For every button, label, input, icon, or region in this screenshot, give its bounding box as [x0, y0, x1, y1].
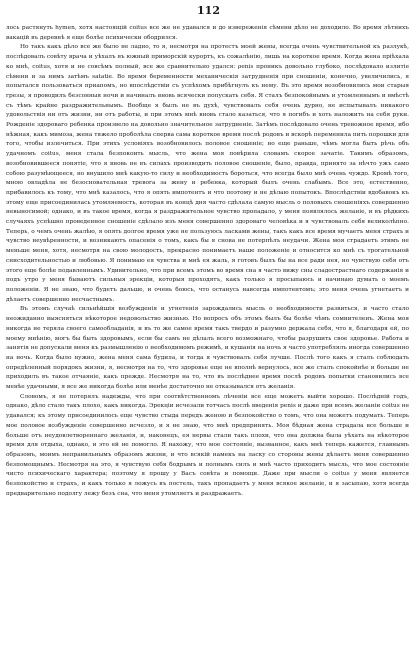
paragraph: Въ этомъ случаѣ сильнѣйшія возбужденія и угнетенія зарождались мысль о необходимости развиться, и часто стало неожиданно выясняться нѣкоторое недовольство жизнью. Но вопросъ объ этомъ былъ бы болѣе чѣмъ сомнителенъ. Жена моя никогда не теряла своего самообладанія, и въ то же самое время такъ твердо и разумно держала себя, что я, благодаря ей, по моему мнѣнію, могъ бы быть здоровымъ, если бы самъ не дѣлалъ всего возможнаго, чтобы разрушить свое здоровье. Работа и занятія не допускали меня къ размышленію о необходимомъ режимѣ, и кушанія на ночь я часто употреблялъ иногда совершенно на ночь. Когда было нужно, жена меня сама будила, и тогда я чувствовалъ себя лучше. Послѣ того какъ я сталъ соблюдать опредѣленный порядокъ жизни, я, несмотря на то, что здоровье еще не вполнѣ вернулось, все же сталъ спокойнѣе и больше не приходилъ въ такое отчаяніе, какъ прежде. Несмотря на то, что въ послѣднее время послѣ родовъ попытки становились все менѣе удачными, я все же никогда болѣе или менѣе достаточно не отказывался отъ желанія. — [6, 306, 409, 391]
paragraph: лось растянуть hymen, хотя настоящій coitus все же не удавался и до извереженія сѣмени дѣло не доходило. Во время лѣтнихъ вакацій въ деревнѣ я еще болѣе психически ободрился. — [6, 25, 409, 41]
paragraph: Словомъ, я не потерялъ надежды, что при соотвѣтственномъ лѣченіи все еще можетъ выйти хорошо. Послѣдній годъ, однако, дѣло стало такъ плохо, какъ никогда. Эрекціи исчезали тотчасъ послѣ введенія penis и даже при всемъ желаніи coitus не удавался; къ этому присоединилось еще чувство стыда передъ женою и безпокойство о томъ, что она можетъ подумать. Теперь мое половое возбужденіе совершенно исчезло, и я не знаю, что мнѣ предпринять. Моя бѣдная жена страдала все больше и больше отъ неудовлетвореннаго желанія, и, наконецъ, ея нервы стали такъ плохи, что она должна была уѣхать на нѣкоторое время для отдыха, однако, и это ей не помогло. Я нахожу, что мое состояніе, вызванное, какъ мнѣ теперь кажется, главнымъ образомъ, моимъ неправильнымъ образомъ жизни, и что всякій намекъ на ласку со стороны жены дѣлаетъ меня совершенно безпомощнымъ. Несмотря на это, я чувствую себя бодрымъ и полнымъ силъ и мнѣ часто приходитъ мысль, что мое состояніе чисто психическаго характера; поэтому я прошу у Васъ совѣта и помощи. Даже при мысли о coitus у меня является безпокойство и страхъ, и какъ только я ложусь въ постель, такъ пропадаетъ у меня всякое желаніе, и я засыпаю, хотя всегда предварительно подолгу лежу безъ сна, что меня утомляетъ и раздражаетъ. — [6, 393, 409, 497]
body-text — [6, 24, 409, 499]
paragraph: Но такъ какъ дѣло все же было не ладно, то я, несмотря на протестъ моей жены, всегда очень чувствительной къ разлукѣ, послѣдовалъ совѣту врача и уѣхалъ въ южный приморскій курортъ, къ сожалѣнію, лишь на короткое время. Когда жена пріѣхала ко мнѣ, coitus, хотя и не совсѣмъ полный, все же сравнительно удался: ρeniѕ проникъ довольно глубоко, послѣдовало излитіе сѣмени и за нимъ затѣмъ satatie. Во время беременности механическія затрудненія при сношеніи, конечно, увеличились, я попытался пользоваться приапомъ, но впослѣдствіи съ успѣхомъ прибѣгнулъ къ нему. Въ это время возобновились мои старыя грезы, я проводилъ безсонныя ночи и начиналъ вновь всячески попускать себя. Я сталъ безпокойнымъ и утомленнымъ и вмѣстѣ съ тѣмъ крайне раздражительнымъ. Вообще я былъ не въ духѣ, чувствовалъ себя очень дурно, не испытывалъ никакого удовольствія ни отъ жизни, ни отъ работы, и при этомъ мнѣ вновь стало казаться, что я погибъ и хоть наложить на себя руки. Рожденіе здороваго ребенка произвело на довольно значительное затрудненіе. Затѣмъ послѣдовало очень тревожное время, ибо нѣжная, какъ мимоза, жена тяжело проболѣла сперва сама короткое время послѣ родовъ и вскорѣ переменила пить порошки для того, чтобы излечиться. При этихъ условіяхъ возобновилось половое сношеніе; но еще раньше, чѣмъ могла быть рѣчь объ удачномъ coitus, меня стала безпокоить мысль, что жена моя повѣрила словамъ скорое зачатіе. Такимъ образомъ, возобновившееся понятіе, что я вновь не въ силахъ производить половое сношеніе, было, правда, принято за нѣчто ужъ само собою разумѣющееся, но внушило мнѣ какую-то силу и необходимость бороться, что всегда было мнѣ очень чуждо. Кромѣ того, мною овладѣла не безосновательная тревога за жену и ребенка, который былъ очень слабымъ. Все это, естественно, прибавилось къ тому, что мнѣ казалось, что я опять импотентъ и что поэтому и не дѣлаю попытокъ. Впослѣдствіи вдобавокъ къ этому еще присоединилась утомляемость, которая въ концѣ дня часто сдѣлала самую мысль о половыхъ сношеніяхъ совершенно невыносимой; однако, и въ такое время, когда я раздражительное чувство пропадало, у меня появлялось желаніе, и въ рѣдкихъ случаяхъ успѣшно проведенное сношеніе сдѣлало изъ меня совершенно здороваго человѣка и я чувствовалъ себя великолѣпно. Теперь, о чемъ очень жалѣю, я опять долгое время уже не пользуюсь ласками жены, такъ какъ все время мучаетъ меня страхъ и чувство неувѣренности, и возникаютъ опасенія о томъ, какъ бы я снова не потерпѣлъ неудачи. Жена моя страдаетъ этимъ не меньше меня, хотя, несмотря на свою молодость, прекрасно понимаетъ наше положеніе и относится ко мнѣ съ трогательной снисходительностью и любовью. Я понимаю ея чувства и мнѣ ея жаль, я готовъ былъ бы на все ради нея, но чувствую себя отъ этого еще болѣе подавленнымъ. Удивительно, что при всемъ этомъ во время сна я часто вижу сны сладострастнаго содержанія и подъ утро у меня бываютъ сильныя эрекціи, которыя проходятъ, какъ только я просыпаюсь и начинаю думать о моемъ положеніи. Я не знаю, что будетъ дальше, и очень боюсь, что останусь навсегда импотентомъ; это меня очень угнетаетъ и дѣлаетъ совершенно несчастнымъ. — [6, 44, 409, 303]
page-number: 112 — [197, 4, 220, 17]
